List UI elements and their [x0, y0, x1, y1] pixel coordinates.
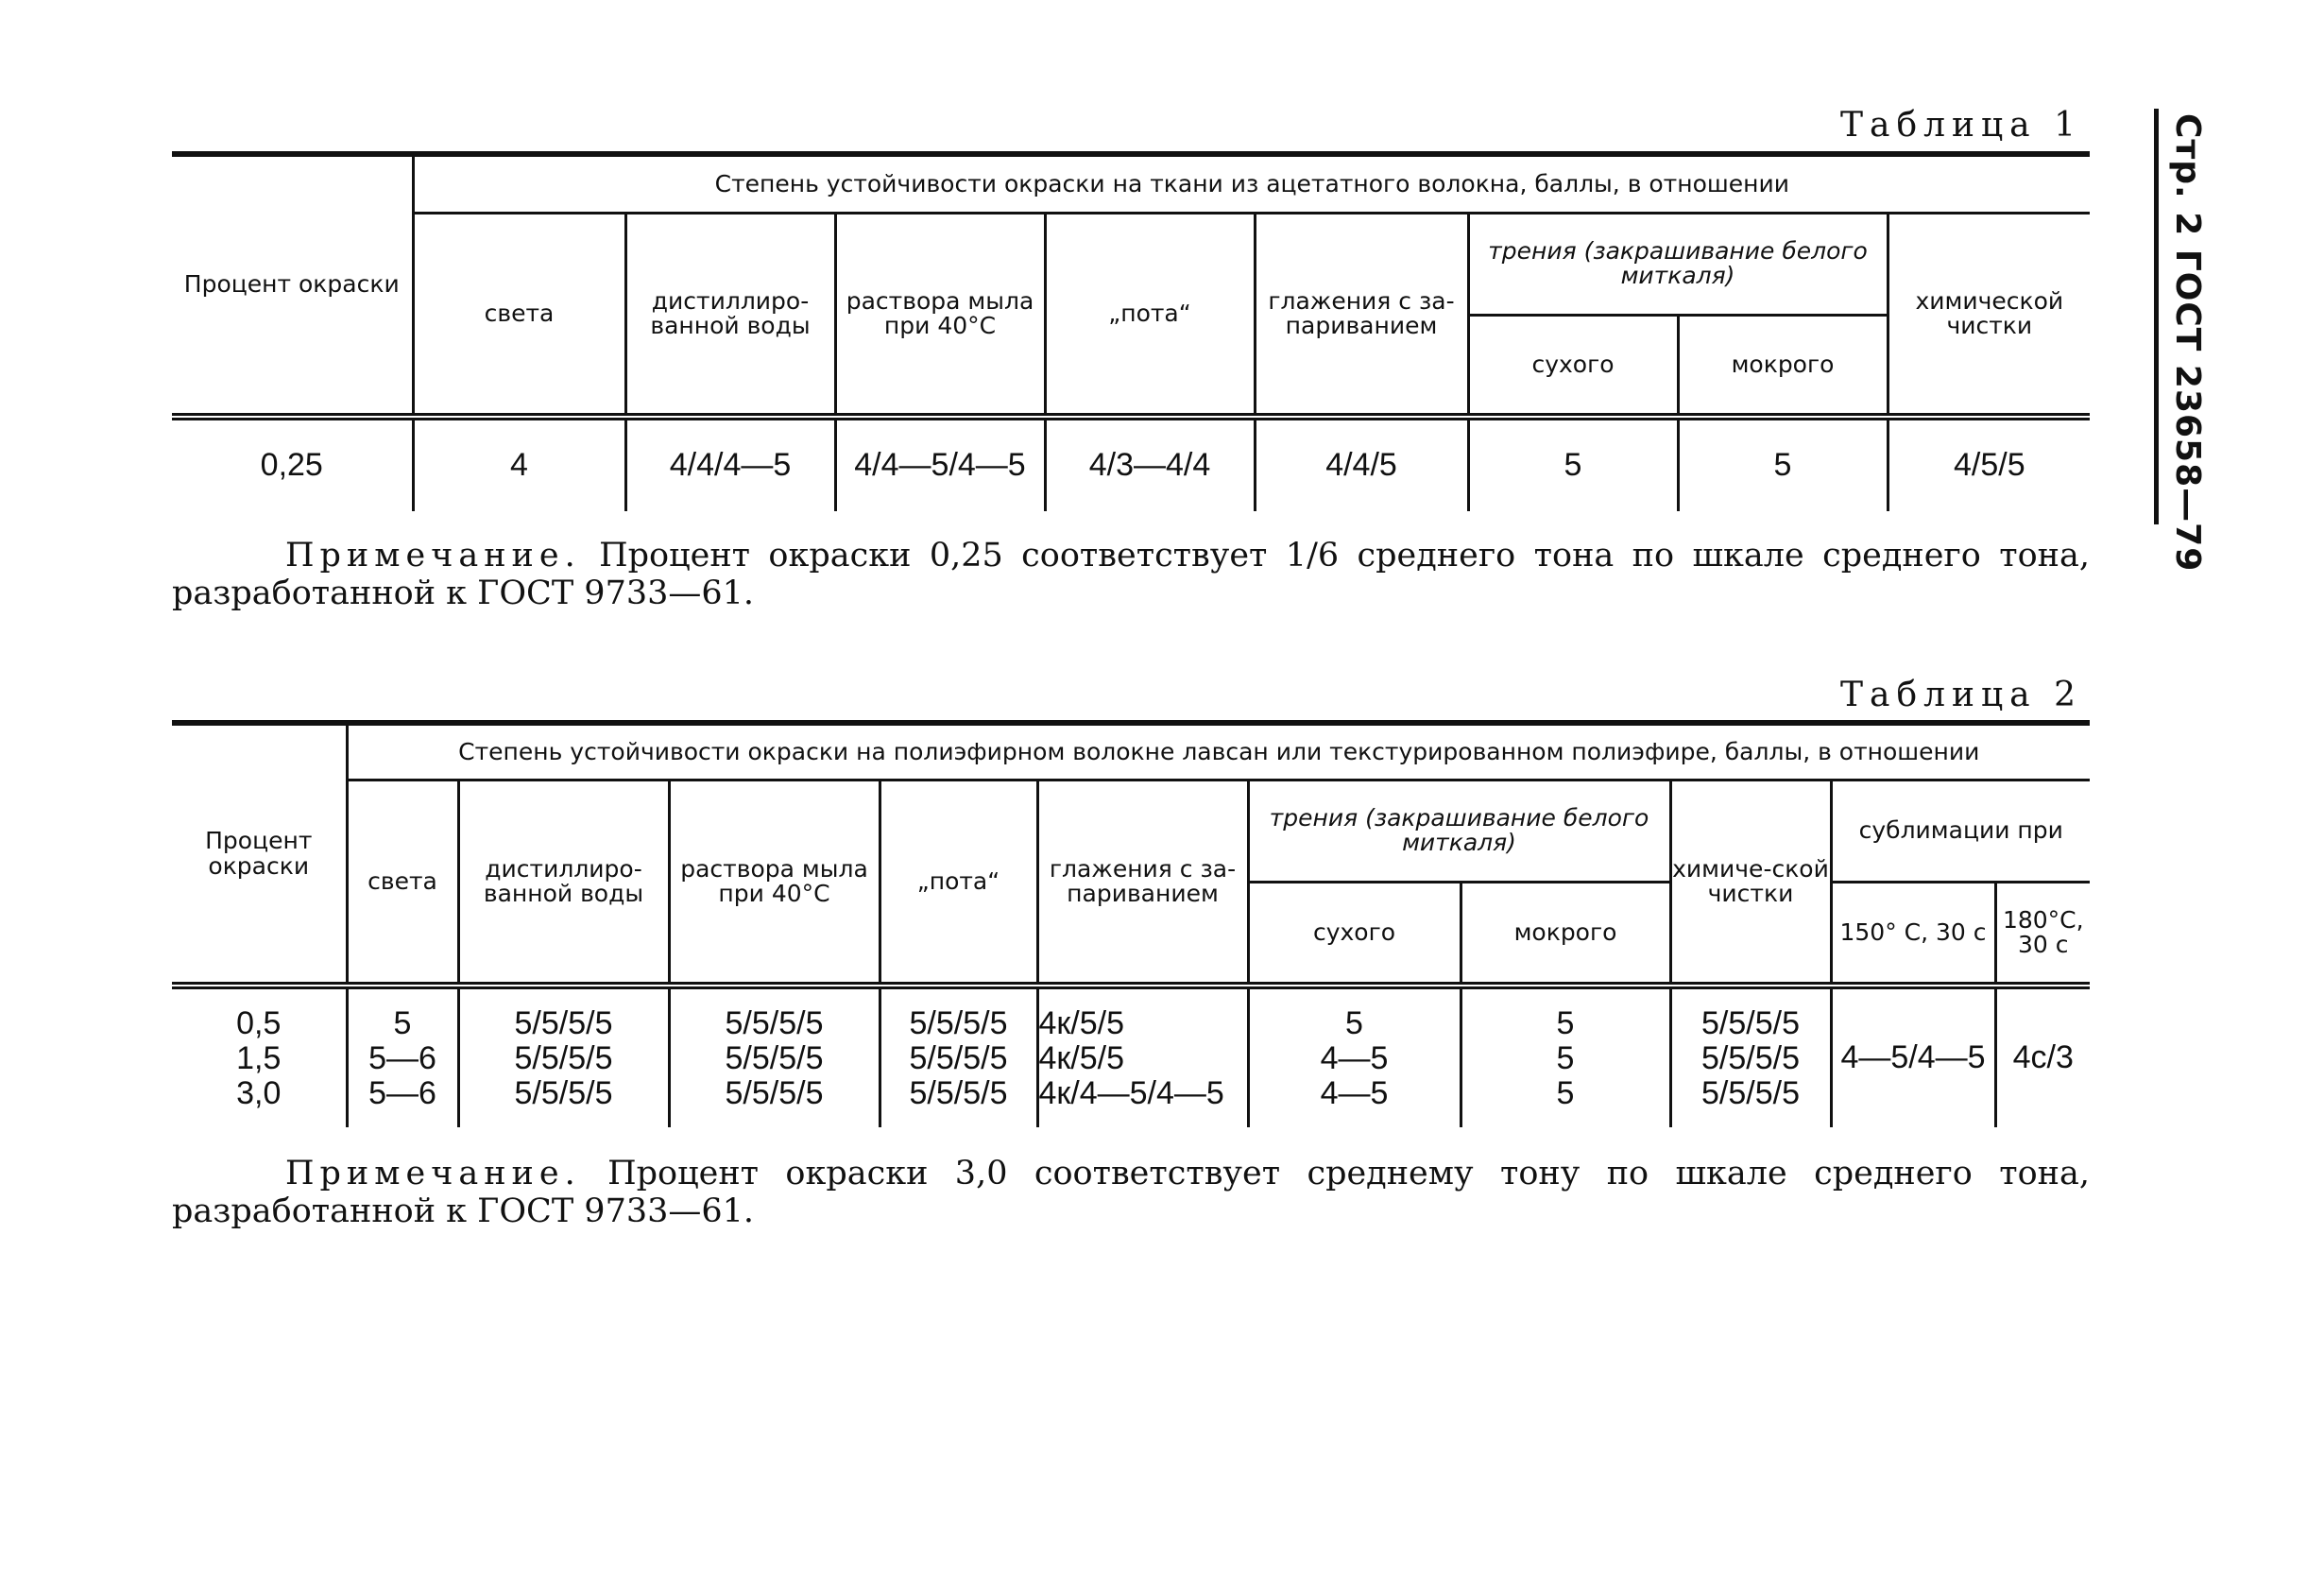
table2-cell-sweat: 5/5/5/5 — [909, 1004, 1008, 1041]
table2-header-sweat: „пота“ — [880, 780, 1037, 986]
table2-cell-rub-dry: 4—5 — [1320, 1074, 1389, 1111]
table2-header-sublim: сублимации при — [1831, 780, 2090, 882]
table1-cell-rub-dry: 5 — [1468, 417, 1678, 511]
table2-col-sweat — [880, 986, 1037, 1127]
table2-col-water — [458, 986, 669, 1127]
table2-cell-sublim-180: 4с/3 — [1995, 986, 2090, 1127]
table1-header-percent: Процент окраски — [172, 154, 413, 417]
table-row: 3,0 — [236, 1074, 282, 1111]
table2-note-label: Примечание. — [285, 1155, 581, 1192]
table2-cell-rub-dry: 4—5 — [1320, 1039, 1389, 1076]
table2-body — [172, 986, 2090, 1127]
table1-note — [172, 537, 2090, 612]
table2-cell-light: 5 — [393, 1004, 412, 1041]
table2-header-sublim-150: 150° С, 30 с — [1831, 882, 1995, 986]
table1 — [172, 151, 2090, 511]
table1-cell-rub-wet: 5 — [1678, 417, 1888, 511]
table2-cell-rub-wet: 5 — [1556, 1039, 1575, 1076]
table1-note-label: Примечание. — [285, 537, 581, 575]
table2-header-water: дистиллиро-ванной воды — [458, 780, 669, 986]
table2-cell-dryclean: 5/5/5/5 — [1701, 1039, 1800, 1076]
table1-header-soap: раствора мыла при 40°С — [835, 213, 1045, 417]
table2-col-light — [347, 986, 458, 1127]
table-row: 1,5 — [236, 1039, 282, 1076]
table2-header-rub-dry: сухого — [1248, 882, 1461, 986]
table1-header-water: дистиллиро-ванной воды — [625, 213, 835, 417]
table1-group-header: Степень устойчивости окраски на ткани из ацетатного волокна, баллы, в отношении — [413, 154, 2090, 213]
table1-cell-iron: 4/4/5 — [1255, 417, 1468, 511]
table2-cell-water: 5/5/5/5 — [514, 1004, 613, 1041]
table2-cell-light: 5—6 — [368, 1074, 436, 1111]
table-row — [172, 417, 2090, 511]
table1-header-light: света — [413, 213, 625, 417]
table-row: 0,5 — [236, 1004, 282, 1041]
table2-cell-sweat: 5/5/5/5 — [909, 1039, 1008, 1076]
table2-cell-rub-dry: 5 — [1345, 1004, 1363, 1041]
page-header: Стр. 2 ГОСТ 23658—79 — [2168, 113, 2207, 573]
table2-header-rub-wet: мокрого — [1461, 882, 1670, 986]
table2-cell-dryclean: 5/5/5/5 — [1701, 1004, 1800, 1041]
table2-cell-iron: 4к/4—5/4—5 — [1038, 1074, 1224, 1111]
table2-header-rub: трения (закрашивание белого миткаля) — [1248, 780, 1670, 882]
table2-header-dryclean: химиче-ской чистки — [1670, 780, 1831, 986]
table1-cell-water: 4/4/4—5 — [625, 417, 835, 511]
table2-cell-water: 5/5/5/5 — [514, 1039, 613, 1076]
table2-cell-light: 5—6 — [368, 1039, 436, 1076]
table1-header-dryclean: химической чистки — [1888, 213, 2090, 417]
table1-cell-light: 4 — [413, 417, 625, 511]
table2-cell-sweat: 5/5/5/5 — [909, 1074, 1008, 1111]
table2-col-iron — [1037, 986, 1248, 1127]
table2-cell-soap: 5/5/5/5 — [725, 1039, 824, 1076]
table2-header-sublim-180: 180°С, 30 с — [1995, 882, 2090, 986]
table1-cell-soap: 4/4—5/4—5 — [835, 417, 1045, 511]
table2-header-soap: раствора мыла при 40°С — [669, 780, 880, 986]
table2-col-percent — [172, 986, 347, 1127]
table2-col-rub-dry — [1248, 986, 1461, 1127]
table2 — [172, 720, 2090, 1127]
table2-col-dryclean — [1670, 986, 1831, 1127]
table2-cell-sublim-150: 4—5/4—5 — [1831, 986, 1995, 1127]
table1-cell-dryclean: 4/5/5 — [1888, 417, 2090, 511]
table1-header-rub-wet: мокрого — [1678, 315, 1888, 417]
table1-cell-sweat: 4/3—4/4 — [1045, 417, 1255, 511]
table1-caption: Таблица 1 — [1840, 106, 2082, 145]
table1-header-sweat: „пота“ — [1045, 213, 1255, 417]
table2-cell-rub-wet: 5 — [1556, 1004, 1575, 1041]
table2-cell-iron: 4к/5/5 — [1038, 1004, 1124, 1041]
table2-caption: Таблица 2 — [1840, 676, 2082, 714]
table2-cell-soap: 5/5/5/5 — [725, 1074, 824, 1111]
table2-cell-soap: 5/5/5/5 — [725, 1004, 824, 1041]
table2-group-header: Степень устойчивости окраски на полиэфирном волокне лавсан или текстурированном полиэфире, баллы, в отношении — [347, 723, 2090, 780]
table2-note — [172, 1155, 2090, 1230]
table2-header-percent: Процент окраски — [172, 723, 347, 986]
table1-header-iron: глажения с за-париванием — [1255, 213, 1468, 417]
table2-cell-water: 5/5/5/5 — [514, 1074, 613, 1111]
table2-header-light: света — [347, 780, 458, 986]
table1-header-rub: трения (закрашивание белого миткаля) — [1468, 213, 1888, 315]
table2-col-rub-wet — [1461, 986, 1670, 1127]
table1-cell-percent: 0,25 — [260, 447, 323, 484]
table1-header-rub-dry: сухого — [1468, 315, 1678, 417]
table1-note-text: Процент окраски 0,25 соответствует 1/6 среднего тона по шкале среднего тона, разработанной к ГОСТ 9733—61. — [172, 537, 2090, 612]
table2-note-text: Процент окраски 3,0 соответствует среднему тону по шкале среднего тона, разработанной к ГОСТ 9733—61. — [172, 1155, 2090, 1230]
table2-cell-iron: 4к/5/5 — [1038, 1039, 1124, 1076]
table2-header-iron: глажения с за-париванием — [1037, 780, 1248, 986]
table2-cell-rub-wet: 5 — [1556, 1074, 1575, 1111]
table2-col-soap — [669, 986, 880, 1127]
table2-cell-dryclean: 5/5/5/5 — [1701, 1074, 1800, 1111]
